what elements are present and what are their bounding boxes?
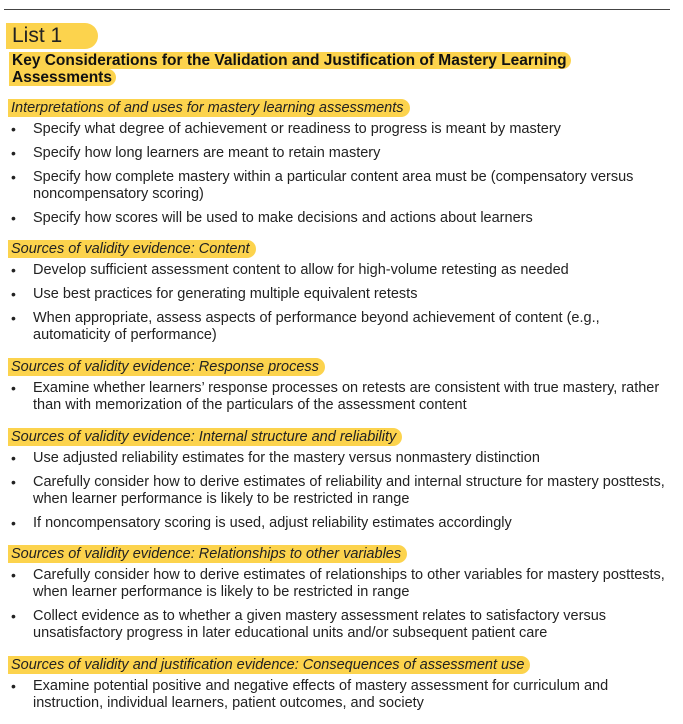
bullet-icon: • [11,169,16,185]
section-interpretations [8,99,668,234]
top-rule [4,9,670,10]
list-item: • Examine potential positive and negative effects of mastery assessment for curriculum and instruction, individual learners, patient outcomes, and society [11,678,609,711]
list-item: • Use adjusted reliability estimates for the mastery versus nonmastery distinction [11,450,540,466]
list-item: • When appropriate, assess aspects of performance beyond achievement of content (e.g., automaticity of performance) [11,310,600,343]
bullet-list [8,262,668,344]
bullet-list [8,678,668,712]
bullet-list [8,450,668,532]
bullet-icon: • [11,450,16,466]
section-response-process [8,358,668,421]
section-content [8,240,668,351]
list-item: • Specify how scores will be used to make decisions and actions about learners [11,210,533,226]
list-item: • Collect evidence as to whether a given mastery assessment relates to satisfactory versus unsatisfactory progress in later educational units and/or subsequent patient care [11,608,607,641]
bullet-list [8,121,668,227]
bullet-list [8,380,668,414]
section-heading: Sources of validity evidence: Relationships to other variables [8,545,407,563]
section-consequences [8,656,668,719]
bullet-icon: • [11,608,16,624]
section-heading: Sources of validity evidence: Content [8,240,256,258]
section-internal-structure [8,428,668,539]
list-item: • If noncompensatory scoring is used, adjust reliability estimates accordingly [11,515,512,531]
list-item: • Specify how long learners are meant to retain mastery [11,145,381,161]
bullet-icon: • [11,474,16,490]
list-item: • Specify how complete mastery within a particular content area must be (compensatory versus noncompensatory scoring) [11,169,634,202]
box-title-text: Key Considerations for the Validation and Justification of Mastery Learning Assessments [9,52,571,86]
bullet-icon: • [11,145,16,161]
section-heading: Sources of validity and justification evidence: Consequences of assessment use [8,656,530,674]
section-heading: Sources of validity evidence: Response process [8,358,325,376]
section-heading: Interpretations of and uses for mastery learning assessments [8,99,410,117]
list-label: List 1 [6,23,98,49]
bullet-icon: • [11,567,16,583]
bullet-icon: • [11,286,16,302]
bullet-icon: • [11,310,16,326]
list-item: • Carefully consider how to derive estimates of reliability and internal structure for mastery posttests, when learner performance is likely to be restricted in range [11,474,665,507]
list-item: • Use best practices for generating multiple equivalent retests [11,286,418,302]
section-relationships [8,545,668,649]
bullet-icon: • [11,678,16,694]
bullet-icon: • [11,210,16,226]
list-item: • Examine whether learners’ response processes on retests are consistent with true mastery, rather than with memorization of the particulars of the assessment content [11,380,660,413]
section-heading: Sources of validity evidence: Internal structure and reliability [8,428,402,446]
bullet-list [8,567,668,642]
bullet-icon: • [11,380,16,396]
list-item: • Carefully consider how to derive estimates of relationships to other variables for mastery posttests, when learner performance is likely to be restricted in range [11,567,665,600]
bullet-icon: • [11,262,16,278]
bullet-icon: • [11,121,16,137]
bullet-icon: • [11,515,16,531]
box-title [9,52,649,86]
list-item: • Specify what degree of achievement or readiness to progress is meant by mastery [11,121,561,137]
list-item: • Develop sufficient assessment content to allow for high-volume retesting as needed [11,262,569,278]
